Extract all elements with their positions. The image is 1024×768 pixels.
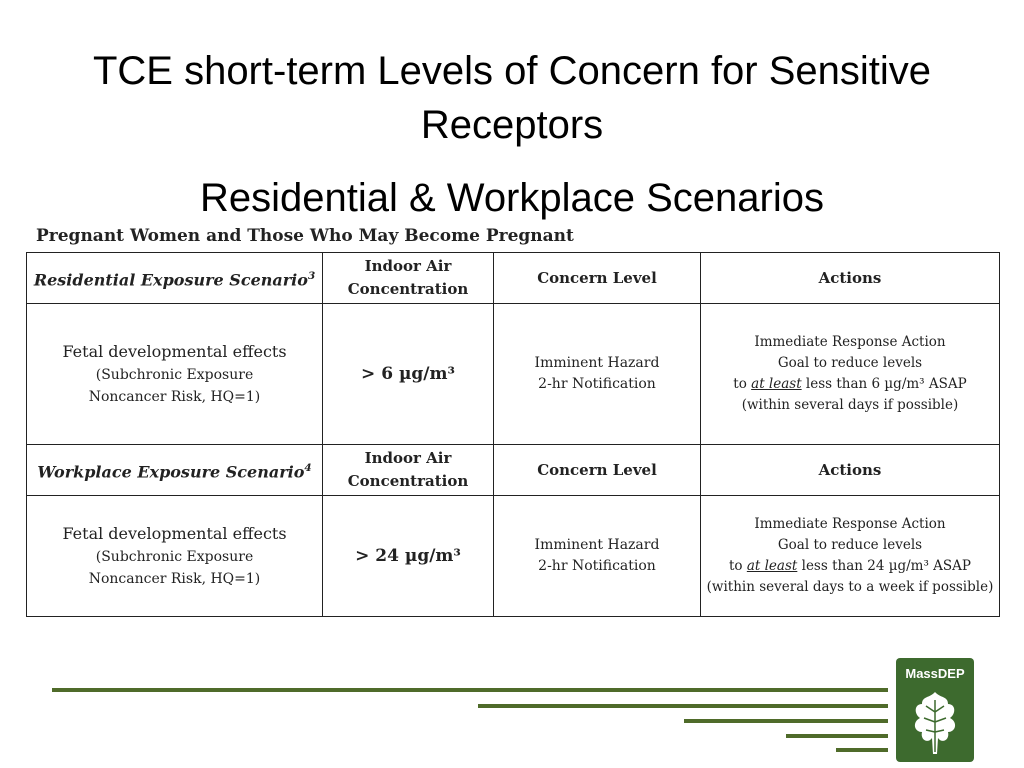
slide-title-line-2: Receptors xyxy=(420,103,604,147)
workplace-scenario-header: Workplace Exposure Scenario$^4$ xyxy=(27,445,323,496)
decorative-line-2 xyxy=(478,704,888,708)
slide-title-line-1: TCE short-term Levels of Concern for Sensitive xyxy=(92,49,932,93)
residential-concentration: > 6 µg/m³ xyxy=(323,304,494,445)
decorative-line-5 xyxy=(836,748,888,752)
residential-actions: Immediate Response Action Goal to reduce levels to at least less than 6 µg/m³ ASAP (within several days if possible) xyxy=(701,304,1000,445)
actions-header: Actions xyxy=(701,253,1000,304)
actions-header: Actions xyxy=(701,445,1000,496)
residential-effect-cell: Fetal developmental effects (Subchronic Exposure Noncancer Risk, HQ=1) xyxy=(27,304,323,445)
logo-text: MassDEP xyxy=(905,666,965,681)
indoor-air-header: Indoor Air Concentration xyxy=(323,253,494,304)
concern-level-header: Concern Level xyxy=(494,253,701,304)
residential-data-row xyxy=(27,304,1000,445)
oak-leaf-icon xyxy=(904,688,966,758)
indoor-air-header: Indoor Air Concentration xyxy=(323,445,494,496)
workplace-header-row xyxy=(27,445,1000,496)
slide-subtitle: Residential & Workplace Scenarios xyxy=(199,176,824,220)
workplace-concern-level: Imminent Hazard 2-hr Notification xyxy=(494,496,701,617)
decorative-line-4 xyxy=(786,734,888,738)
decorative-line-1 xyxy=(52,688,888,692)
workplace-effect-cell: Fetal developmental effects (Subchronic Exposure Noncancer Risk, HQ=1) xyxy=(27,496,323,617)
residential-scenario-header: Residential Exposure Scenario$^3$ xyxy=(27,253,323,304)
workplace-concentration: > 24 µg/m³ xyxy=(323,496,494,617)
decorative-line-3 xyxy=(684,719,888,723)
massdep-logo xyxy=(896,658,974,762)
residential-concern-level: Imminent Hazard 2-hr Notification xyxy=(494,304,701,445)
concern-level-header: Concern Level xyxy=(494,445,701,496)
table-caption: Pregnant Women and Those Who May Become Pregnant xyxy=(36,226,574,246)
workplace-data-row xyxy=(27,496,1000,617)
workplace-actions: Immediate Response Action Goal to reduce levels to at least less than 24 µg/m³ ASAP (within several days to a week if possible) xyxy=(701,496,1000,617)
residential-header-row xyxy=(27,253,1000,304)
levels-of-concern-table xyxy=(26,252,1000,617)
